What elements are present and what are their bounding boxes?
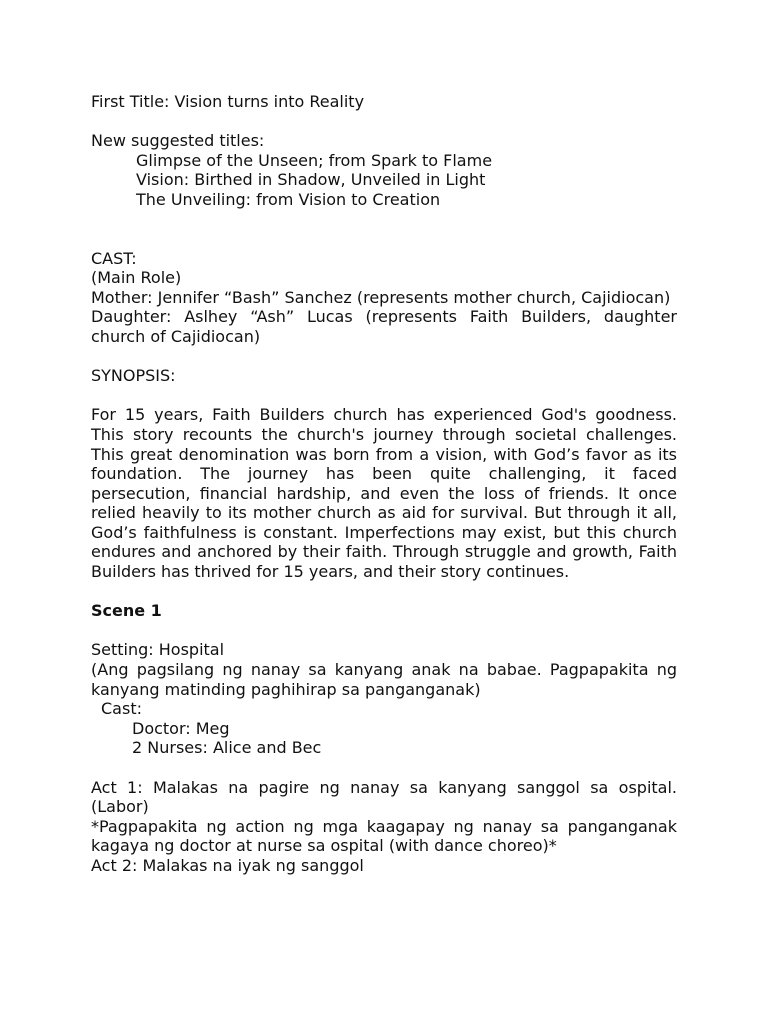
first-title: First Title: Vision turns into Reality <box>91 92 365 111</box>
scene-cast-doctor: Doctor: Meg <box>132 718 230 738</box>
suggested-title-3: The Unveiling: from Vision to Creation <box>136 189 441 209</box>
scene-heading: Scene 1 <box>91 601 162 621</box>
scene-description: (Ang pagsilang ng nanay sa kanyang anak na babae. Pagpapakita ng kanyang matinding paghihirap sa panganganak) <box>91 660 677 699</box>
act-1-note: *Pagpapakita ng action ng mga kaagapay ng nanay sa panganganak kagaya ng doctor at nurse sa ospital (with dance choreo)* <box>91 816 677 856</box>
act-2: Act 2: Malakas na iyak ng sanggol <box>91 855 364 875</box>
scene-cast-nurses: 2 Nurses: Alice and Bec <box>132 738 322 758</box>
main-role-label: (Main Role) <box>91 268 182 288</box>
synopsis-heading: SYNOPSIS: <box>91 366 176 386</box>
act-1: Act 1: Malakas na pagire ng nanay sa kanyang sanggol sa ospital. (Labor) <box>91 777 677 817</box>
scene-cast-label: Cast: <box>101 699 142 719</box>
cast-mother: Mother: Jennifer “Bash” Sanchez (represents mother church, Cajidiocan) <box>91 287 671 307</box>
suggested-titles-heading: New suggested titles: <box>91 131 265 151</box>
scene-setting: Setting: Hospital <box>91 640 225 660</box>
cast-heading: CAST: <box>91 248 137 268</box>
document-body <box>91 92 677 876</box>
suggested-title-2: Vision: Birthed in Shadow, Unveiled in Light <box>136 170 486 190</box>
cast-daughter: Daughter: Aslhey “Ash” Lucas (represents Faith Builders, daughter church of Cajidiocan) <box>91 307 677 346</box>
suggested-title-1: Glimpse of the Unseen; from Spark to Flame <box>136 150 493 170</box>
synopsis-text: For 15 years, Faith Builders church has experienced God's goodness. This story recounts the church's journey through societal challenges. This great denomination was born from a vision, with God’s favor as its foundation. The journey has been quite challenging, it faced persecution, financial hardship, and even the loss of friends. It once relied heavily to its mother church as aid for survival. But through it all, God’s faithfulness is constant. Imperfections may exist, but this church endures and anchored by their faith. Through struggle and growth, Faith Builders has thrived for 15 years, and their story continues. <box>91 405 677 582</box>
